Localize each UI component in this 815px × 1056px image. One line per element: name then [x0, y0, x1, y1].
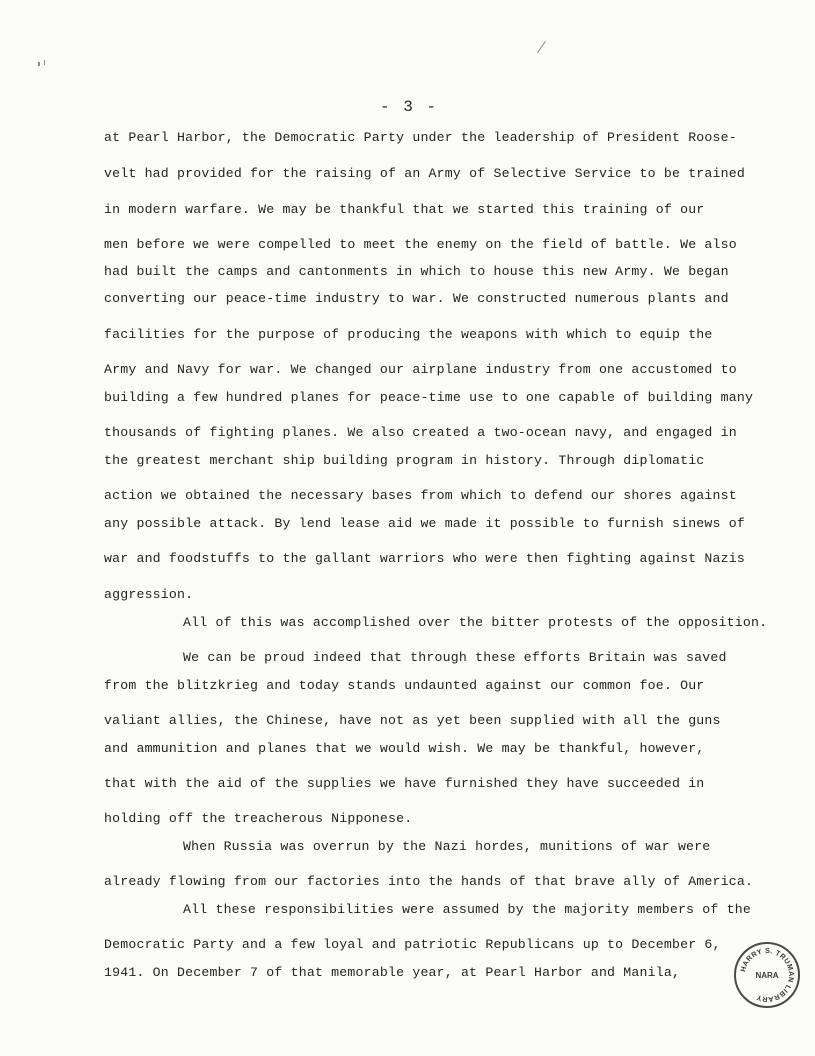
text-line: All these responsibilities were assumed by the majority members of the [183, 902, 751, 917]
truman-library-stamp [734, 942, 800, 1008]
page-number: - 3 - [380, 98, 439, 116]
text-line: action we obtained the necessary bases from which to defend our shores against [104, 488, 737, 503]
text-line: had built the camps and cantonments in which to house this new Army. We began [104, 264, 729, 279]
text-line: velt had provided for the raising of an Army of Selective Service to be trained [104, 166, 745, 181]
text-line: men before we were compelled to meet the enemy on the field of battle. We also [104, 237, 737, 252]
text-line: All of this was accomplished over the bitter protests of the opposition. [183, 615, 768, 630]
text-line: in modern warfare. We may be thankful that we started this training of our [104, 202, 705, 217]
scan-speck [44, 60, 45, 65]
text-line: at Pearl Harbor, the Democratic Party under the leadership of President Roose- [104, 130, 737, 145]
text-line: thousands of fighting planes. We also created a two-ocean navy, and engaged in [104, 425, 737, 440]
text-line: aggression. [104, 587, 194, 602]
text-line: and ammunition and planes that we would wish. We may be thankful, however, [104, 741, 705, 756]
text-line: Democratic Party and a few loyal and patriotic Republicans up to December 6, [104, 937, 721, 952]
text-line: 1941. On December 7 of that memorable year, at Pearl Harbor and Manila, [104, 965, 681, 980]
text-line: already flowing from our factories into the hands of that brave ally of America. [104, 874, 754, 889]
text-line: building a few hundred planes for peace-time use to one capable of building many [104, 390, 754, 405]
text-line: When Russia was overrun by the Nazi hordes, munitions of war were [183, 839, 711, 854]
text-line: war and foodstuffs to the gallant warriors who were then fighting against Nazis [104, 551, 745, 566]
text-line: converting our peace-time industry to war. We constructed numerous plants and [104, 291, 729, 306]
text-line: We can be proud indeed that through these efforts Britain was saved [183, 650, 727, 665]
scan-speck [38, 62, 40, 66]
scan-speck [537, 41, 546, 53]
text-line: any possible attack. By lend lease aid we made it possible to furnish sinews of [104, 516, 745, 531]
stamp-ring-text: HARRY S. TRUMAN LIBRARY [738, 945, 797, 1005]
text-line: Army and Navy for war. We changed our airplane industry from one accustomed to [104, 362, 737, 377]
text-line: valiant allies, the Chinese, have not as yet been supplied with all the guns [104, 713, 721, 728]
text-line: holding off the treacherous Nipponese. [104, 811, 413, 826]
text-line: the greatest merchant ship building program in history. Through diplomatic [104, 453, 705, 468]
stamp-center-text: NARA [755, 971, 779, 980]
text-line: that with the aid of the supplies we have furnished they have succeeded in [104, 776, 705, 791]
text-line: from the blitzkrieg and today stands undaunted against our common foe. Our [104, 678, 705, 693]
text-line: facilities for the purpose of producing the weapons with which to equip the [104, 327, 713, 342]
